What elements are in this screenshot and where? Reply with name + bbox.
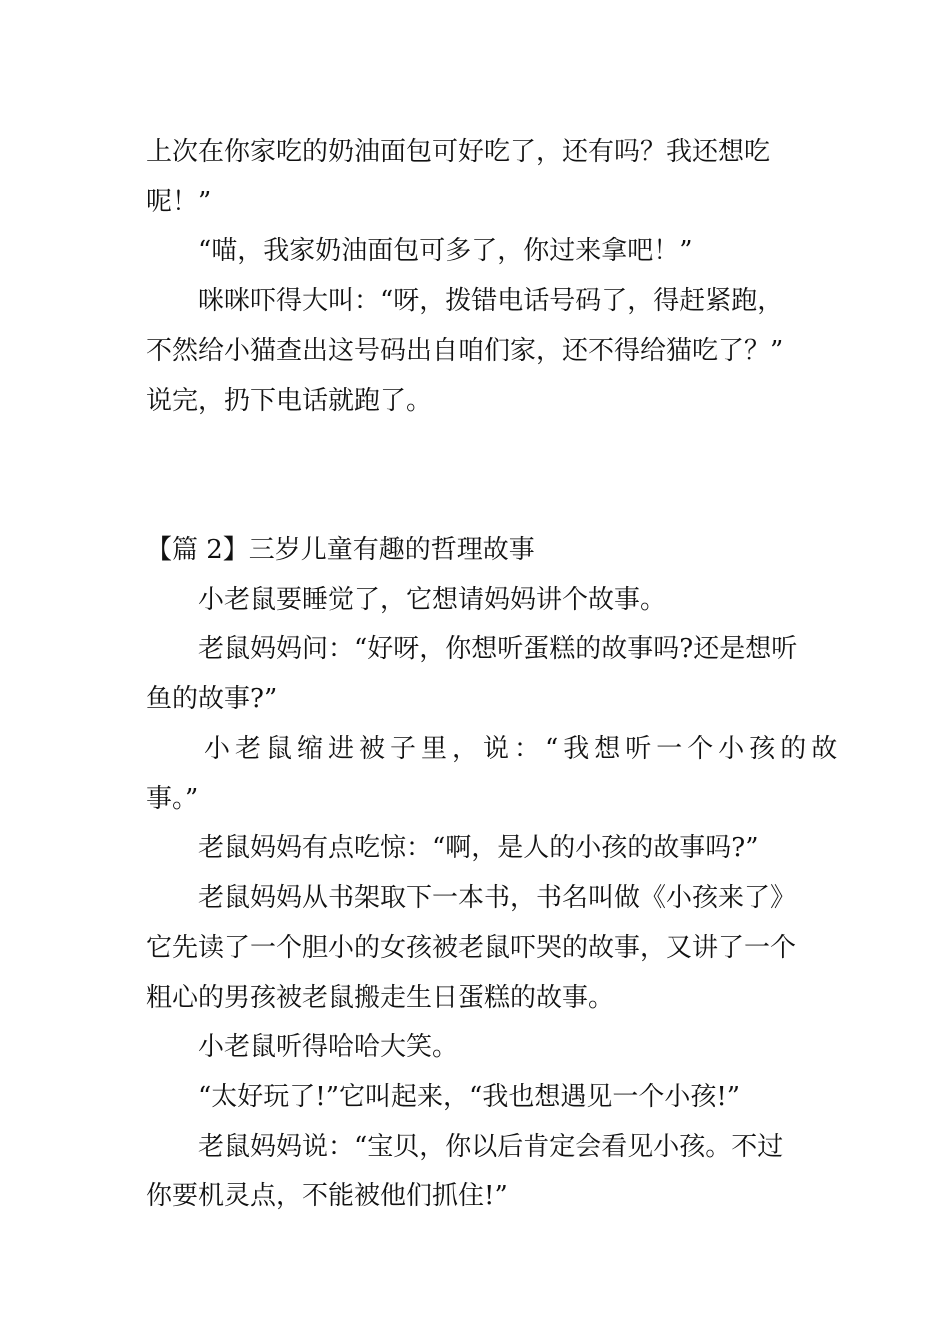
story2-line-1: 小老鼠要睡觉了，它想请妈妈讲个故事。 [198,585,667,615]
story2-line-10: 小老鼠听得哈哈大笑。 [198,1032,459,1062]
story1-line-2: 呢！” [146,187,212,217]
story2-line-3: 鱼的故事?” [146,684,278,714]
story2-line-2: 老鼠妈妈问：“好呀，你想听蛋糕的故事吗?还是想听 [198,634,798,664]
story2-line-5: 事。” [146,784,199,814]
section-2-heading: 【篇 2】三岁儿童有趣的哲理故事 [146,535,535,565]
story2-line-11: “太好玩了!”它叫起来，“我也想遇见一个小孩!” [198,1082,741,1112]
story1-line-4: 咪咪吓得大叫：“呀，拨错电话号码了，得赶紧跑， [198,286,784,316]
story1-line-5: 不然给小猫查出这号码出自咱们家，还不得给猫吃了？” [146,336,784,366]
story2-line-9: 粗心的男孩被老鼠搬走生日蛋糕的故事。 [146,983,615,1013]
story2-line-12: 老鼠妈妈说：“宝贝，你以后肯定会看见小孩。不过 [198,1132,784,1162]
story1-line-1: 上次在你家吃的奶油面包可好吃了，还有吗？我还想吃 [146,137,771,167]
story2-line-6: 老鼠妈妈有点吃惊：“啊，是人的小孩的故事吗?” [198,833,759,863]
story2-line-8: 它先读了一个胆小的女孩被老鼠吓哭的故事，又讲了一个 [146,933,797,963]
story2-line-4: 小老鼠缩进被子里，说：“我想听一个小孩的故 [204,734,843,764]
story1-line-6: 说完，扔下电话就跑了。 [146,386,433,416]
story1-line-3: “喵，我家奶油面包可多了，你过来拿吧！” [198,236,693,266]
story2-line-7: 老鼠妈妈从书架取下一本书，书名叫做《小孩来了》 [198,883,797,913]
story2-line-13: 你要机灵点，不能被他们抓住!” [146,1181,508,1211]
